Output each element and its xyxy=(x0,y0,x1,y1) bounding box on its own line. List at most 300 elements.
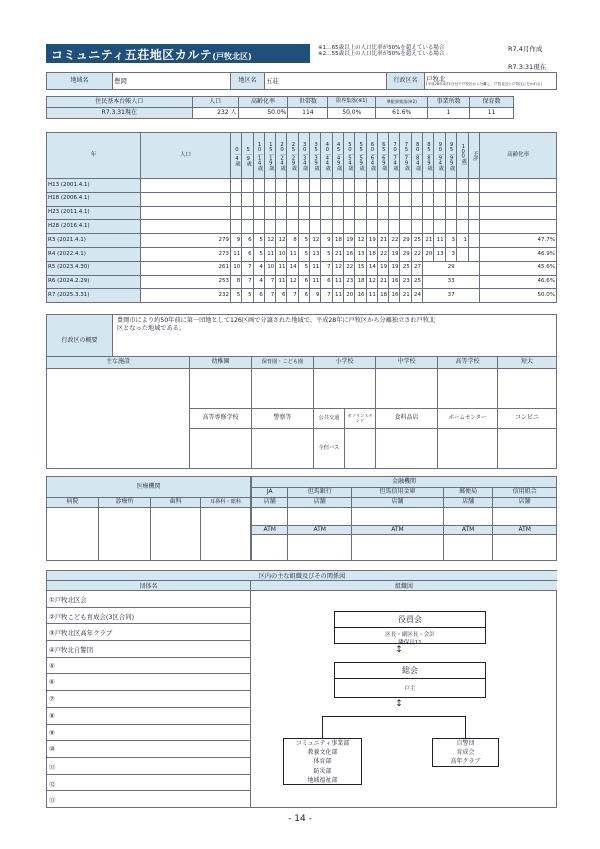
age-cell: 9 xyxy=(321,234,332,248)
age-cell xyxy=(400,206,411,220)
age-cell xyxy=(264,192,275,206)
age-cell xyxy=(423,206,434,220)
org-general-title: 総会 xyxy=(335,663,485,679)
table-row xyxy=(47,192,557,206)
org-elderly-club: 高年クラブ xyxy=(450,758,481,766)
age-cell xyxy=(377,179,388,193)
age-cell xyxy=(366,192,377,206)
age-cell xyxy=(321,206,332,220)
row-year: H28 (2016.4.1) xyxy=(47,220,141,234)
basic-population-label: 住民基本台帳人口 xyxy=(47,97,193,108)
age-cell: 10 xyxy=(264,261,275,275)
stat-header-households: 世帯数 xyxy=(288,97,328,108)
age-cell: 11 xyxy=(231,247,242,261)
group-list xyxy=(47,591,251,808)
age-cell: 6 xyxy=(298,275,309,289)
note-2: ※2…55歳以上の人口比率が50%を超えている場合 xyxy=(318,51,445,58)
list-item: ⑧ xyxy=(47,708,251,725)
branch-credit-union: 店舗 xyxy=(493,498,557,508)
age-cell xyxy=(377,192,388,206)
age-cell xyxy=(445,206,456,220)
age-cell: 16 xyxy=(343,247,354,261)
age-band-header: 25｜29歳 xyxy=(287,133,298,179)
title-sub: (戸牧北区) xyxy=(212,52,252,61)
age-cell xyxy=(411,206,422,220)
age-cell: 18 xyxy=(332,234,343,248)
age-cell xyxy=(298,179,309,193)
age-cell: 18 xyxy=(355,275,366,289)
facility-header-high-school: 高等学校 xyxy=(438,357,498,369)
age-cell xyxy=(264,206,275,220)
list-item: ⑫ xyxy=(47,775,251,792)
page-title xyxy=(46,44,310,63)
list-item: ⑤ xyxy=(47,658,251,675)
age-cell: 22 xyxy=(411,247,422,261)
stat-population: 232 人 xyxy=(192,108,238,119)
row-population: 253 xyxy=(141,275,231,289)
facility-header-gas-station: ガソリンスタンド xyxy=(345,409,376,429)
age-cell xyxy=(276,179,287,193)
admin-district-label: 行政区名 xyxy=(387,73,425,90)
age-cell: 7 xyxy=(321,261,332,275)
branch-post-office: 店舗 xyxy=(443,498,492,508)
age-cell: 16 xyxy=(389,289,400,303)
age-cell xyxy=(366,206,377,220)
age-cell xyxy=(242,192,253,206)
facility-header-police: 警察等 xyxy=(252,409,314,429)
page-number: - 14 - xyxy=(288,814,312,824)
age-cell: 21 xyxy=(377,234,388,248)
org-chart-header: 組織図 xyxy=(251,581,557,591)
age-cell: 9 xyxy=(310,289,321,303)
age-cell: 1 xyxy=(456,234,468,248)
age-cell: 11 xyxy=(332,275,343,289)
row-aging-rate: 45.6% xyxy=(480,261,557,275)
age-cell: 20 xyxy=(423,247,434,261)
age-cell: 8 xyxy=(287,234,298,248)
age-cell: 4 xyxy=(253,261,264,275)
age-cell: 19 xyxy=(377,261,388,275)
age-cell xyxy=(468,220,479,234)
stat-header-semi-limit-village: 準限界集落(※2) xyxy=(376,97,428,108)
stat-header-aging-rate: 高齢化率 xyxy=(238,97,288,108)
age-cell xyxy=(242,179,253,193)
aging-rate-header: 高齢化率 xyxy=(480,133,557,179)
atm-credit-union: ATM xyxy=(493,526,557,535)
area-name-value: 豊岡 xyxy=(113,73,231,90)
row-population xyxy=(141,220,231,234)
age-cell: 12 xyxy=(276,234,287,248)
age-cell: 19 xyxy=(389,261,400,275)
org-branch-left xyxy=(322,716,323,738)
age-cell: 14 xyxy=(366,261,377,275)
age-cell: 6 xyxy=(253,289,264,303)
stat-nursery: 11 xyxy=(470,108,514,119)
age-cell xyxy=(343,206,354,220)
age-cell: 10 xyxy=(231,261,242,275)
age-cell: 6 xyxy=(276,289,287,303)
arrow-general-branches-icon: ↕ xyxy=(395,699,403,709)
age-cell: 5 xyxy=(298,261,309,275)
org-board-detail2: 隣保長11 xyxy=(398,640,422,646)
row-year: H23 (2011.4.1) xyxy=(47,206,141,220)
age-band-header: 不詳 xyxy=(468,133,479,179)
age-band-header: 100歳｜ xyxy=(456,133,468,179)
table-row xyxy=(47,289,557,303)
branch-ja: 店舗 xyxy=(252,498,288,508)
row-year: R7 (2025.3.31) xyxy=(47,289,141,303)
age-cell xyxy=(332,220,343,234)
age-band-header: 95｜99歳 xyxy=(445,133,456,179)
age-cell: 5 xyxy=(231,289,242,303)
age-cell: 7 xyxy=(264,289,275,303)
age-cell xyxy=(298,192,309,206)
age-cell: 11 xyxy=(332,289,343,303)
age-cell xyxy=(231,206,242,220)
list-item: ⑦ xyxy=(47,691,251,708)
facility-header-kindergarten: 幼稚園 xyxy=(190,357,252,369)
age-cell xyxy=(242,220,253,234)
admin-district-note: (平成28年4月1日付で戸牧区から分離し、戸牧北区と戸牧区に分かれる) xyxy=(426,81,543,86)
atm-post-office: ATM xyxy=(443,526,492,535)
age-cell xyxy=(332,192,343,206)
stat-header-offices: 事業所数 xyxy=(428,97,470,108)
list-item: ②戸牧こども育成会(3区合同) xyxy=(47,608,251,625)
age-cell xyxy=(456,179,468,193)
row-population: 261 xyxy=(141,261,231,275)
row-population xyxy=(141,179,231,193)
list-item: ⑬ xyxy=(47,791,251,808)
org-branch-line xyxy=(322,716,465,717)
age-cell xyxy=(264,179,275,193)
age-cell xyxy=(434,206,445,220)
stat-semi-limit-village: 61.6% xyxy=(376,108,428,119)
admin-district-name: 戸牧北 xyxy=(426,74,446,83)
age-band-header: 15｜19歳 xyxy=(264,133,275,179)
age-band-header: 50｜54歳 xyxy=(343,133,354,179)
age-cell: 11 xyxy=(287,247,298,261)
age-cell xyxy=(287,206,298,220)
age-cell: 7 xyxy=(287,289,298,303)
age-band-header: 90｜94歳 xyxy=(434,133,445,179)
age-cell: 23 xyxy=(343,275,354,289)
facility-header-nursery: 保育園・こども園 xyxy=(252,357,314,369)
finance-header: 金融機関 xyxy=(252,477,557,488)
row-year: R6 (2024.2.29) xyxy=(47,275,141,289)
age-cell xyxy=(310,220,321,234)
facility-header-grocery: 食料品店 xyxy=(376,409,438,429)
age-band-header: 30｜34歳 xyxy=(298,133,309,179)
age-cell: 6 xyxy=(298,289,309,303)
age-cell xyxy=(287,220,298,234)
age-cell xyxy=(389,179,400,193)
age-cell xyxy=(366,179,377,193)
title-text: コミュニティ五荘地区カルテ xyxy=(51,48,213,62)
age-cell: 18 xyxy=(366,247,377,261)
list-item: ⑪ xyxy=(47,758,251,775)
age-cell: 21 xyxy=(423,234,434,248)
age-cell xyxy=(400,179,411,193)
facility-header-public-transport: 公共交通 xyxy=(314,409,345,429)
age-cell xyxy=(468,206,479,220)
age-cell xyxy=(445,192,456,206)
finance-table xyxy=(251,476,557,561)
age-cell: 11 xyxy=(310,275,321,289)
district-name-label: 地区名 xyxy=(231,73,265,90)
age-cell: 14 xyxy=(287,261,298,275)
age-cell: 7 xyxy=(264,275,275,289)
age-cell: 29 xyxy=(400,234,411,248)
age-band-header: 80｜84歳 xyxy=(411,133,422,179)
age-band-header: 75｜79歳 xyxy=(400,133,411,179)
table-row xyxy=(47,261,557,275)
org-disaster-dept: 防災部 xyxy=(313,767,332,775)
age-cell xyxy=(276,220,287,234)
note-1: ※1…65歳以上の人口比率が50%を超えている場合 xyxy=(318,45,445,51)
age-cell: 21 xyxy=(332,247,343,261)
list-item: ④戸牧北自警団 xyxy=(47,641,251,658)
age-cell xyxy=(231,179,242,193)
population-header: 人口 xyxy=(141,133,231,179)
age-cell xyxy=(332,206,343,220)
row-aging-rate: 46.9% xyxy=(480,247,557,261)
list-item: ⑨ xyxy=(47,725,251,742)
row-aging-rate: 50.0% xyxy=(480,289,557,303)
row-population: 279 xyxy=(141,234,231,248)
age-band-header: 5｜9歳 xyxy=(242,133,253,179)
age-cell xyxy=(310,206,321,220)
stats-table xyxy=(46,96,514,119)
org-sports-dept: 体育部 xyxy=(313,758,332,766)
facility-header-convenience: コンビニ xyxy=(498,409,557,429)
org-youth: 育成会 xyxy=(456,749,475,757)
org-board-title: 役員会 xyxy=(335,612,485,628)
row-population: 232 xyxy=(141,289,231,303)
age-cell: 3 xyxy=(445,247,456,261)
age-cell xyxy=(343,179,354,193)
age-cell xyxy=(456,192,468,206)
row-aging-rate: 46.6% xyxy=(480,275,557,289)
stat-header-limit-village: 限界集落(※1) xyxy=(328,97,376,108)
org-branch-right xyxy=(465,716,466,738)
age-cell xyxy=(445,220,456,234)
atm-ja: ATM xyxy=(252,526,288,535)
age-cell xyxy=(276,206,287,220)
row-population xyxy=(141,206,231,220)
age-cell: 13 xyxy=(355,247,366,261)
facility-header-elementary: 小学校 xyxy=(314,357,376,369)
age-band-header: 10｜14歳 xyxy=(253,133,264,179)
age-cell xyxy=(287,179,298,193)
org-left-group xyxy=(283,738,362,785)
age-band-header: 35｜39歳 xyxy=(310,133,321,179)
age-cell xyxy=(468,179,479,193)
age-cell: 12 xyxy=(310,234,321,248)
age-distribution-table xyxy=(46,132,557,303)
age-band-header: 45｜49歳 xyxy=(332,133,343,179)
facility-header-home-center: ホームセンター xyxy=(438,409,498,429)
info-table xyxy=(46,72,557,90)
age-cell: 9 xyxy=(231,234,242,248)
as-of-date: R7.3.31現在 xyxy=(508,63,547,71)
age-cell xyxy=(355,179,366,193)
age-cell xyxy=(321,192,332,206)
age-cell xyxy=(389,220,400,234)
row-aging-rate xyxy=(480,206,557,220)
age-cell: 18 xyxy=(377,289,388,303)
age-cell xyxy=(355,206,366,220)
age-cell xyxy=(321,220,332,234)
age-cell: 5 xyxy=(298,247,309,261)
org-vigilance: 自警団 xyxy=(456,740,475,747)
age-cell: 27 xyxy=(411,261,422,275)
table-row xyxy=(47,220,557,234)
atm-shinkin: ATM xyxy=(352,526,444,535)
age-cell: 29 xyxy=(400,247,411,261)
age-cell: 24 xyxy=(411,289,422,303)
age-cell xyxy=(253,192,264,206)
age-cell: 8 xyxy=(231,275,242,289)
age-cell xyxy=(343,192,354,206)
age-cell xyxy=(231,220,242,234)
age-cell xyxy=(298,206,309,220)
age-cell: 12 xyxy=(332,261,343,275)
age-cell: 5 xyxy=(253,247,264,261)
age-cell xyxy=(355,192,366,206)
org-general-detail: 戸主 xyxy=(404,686,416,692)
age-cell: 6 xyxy=(321,275,332,289)
age-cell-merged: 33 xyxy=(423,275,480,289)
org-right-group xyxy=(432,738,499,767)
age-cell: 19 xyxy=(366,234,377,248)
age-cell xyxy=(310,192,321,206)
branch-shinkin: 店舗 xyxy=(352,498,444,508)
age-cell: 25 xyxy=(411,234,422,248)
age-cell xyxy=(434,192,445,206)
area-name-label: 地域名 xyxy=(47,73,113,90)
age-cell: 5 xyxy=(298,234,309,248)
row-population xyxy=(141,192,231,206)
age-cell: 21 xyxy=(400,289,411,303)
row-year: H13 (2001.4.1) xyxy=(47,179,141,193)
stat-limit-village: 50.0% xyxy=(328,108,376,119)
facility-header-junior-college: 短大 xyxy=(498,357,557,369)
age-cell: 23 xyxy=(400,275,411,289)
age-cell: 15 xyxy=(355,261,366,275)
age-cell: 16 xyxy=(389,275,400,289)
age-cell: 25 xyxy=(411,275,422,289)
age-cell: 11 xyxy=(366,289,377,303)
age-cell: 12 xyxy=(355,234,366,248)
age-cell xyxy=(456,247,468,261)
age-cell xyxy=(411,179,422,193)
org-community-dept: コミュニティ事業部 xyxy=(295,740,350,747)
age-cell: 7 xyxy=(321,289,332,303)
finance-shinkin: 但馬信用金庫 xyxy=(352,488,444,498)
table-row xyxy=(47,206,557,220)
org-welfare-dept: 地域福祉部 xyxy=(307,776,338,784)
groups-name-header: 団体名 xyxy=(47,581,251,591)
age-cell xyxy=(264,220,275,234)
age-cell-merged: 37 xyxy=(423,289,480,303)
age-cell: 25 xyxy=(400,261,411,275)
age-band-header: 65｜69歳 xyxy=(377,133,388,179)
age-cell xyxy=(400,192,411,206)
age-cell: 5 xyxy=(242,289,253,303)
list-item: ⑥ xyxy=(47,674,251,691)
row-aging-rate: 47.7% xyxy=(480,234,557,248)
age-cell: 11 xyxy=(310,261,321,275)
age-band-header: 60｜64歳 xyxy=(366,133,377,179)
age-cell: 20 xyxy=(343,289,354,303)
age-cell xyxy=(468,192,479,206)
age-cell: 6 xyxy=(242,247,253,261)
row-year: R5 (2023.4.30) xyxy=(47,261,141,275)
age-cell: 11 xyxy=(276,275,287,289)
age-cell: 11 xyxy=(264,247,275,261)
age-cell xyxy=(411,192,422,206)
header-notes xyxy=(318,45,444,58)
row-population: 273 xyxy=(141,247,231,261)
age-cell xyxy=(377,206,388,220)
list-item: ⑩ xyxy=(47,741,251,758)
age-cell: 6 xyxy=(242,234,253,248)
facility-header-junior-high: 中学校 xyxy=(376,357,438,369)
age-cell xyxy=(231,192,242,206)
age-cell xyxy=(411,220,422,234)
age-cell xyxy=(456,206,468,220)
age-cell: 19 xyxy=(389,247,400,261)
facility-header-main: 主な施設 xyxy=(47,357,190,369)
age-cell xyxy=(355,220,366,234)
age-band-header: 85｜89歳 xyxy=(423,133,434,179)
age-cell xyxy=(332,179,343,193)
age-cell: 10 xyxy=(276,247,287,261)
finance-post-office: 郵便局 xyxy=(443,488,492,498)
age-cell: 7 xyxy=(242,261,253,275)
age-cell: 5 xyxy=(321,247,332,261)
age-cell xyxy=(423,179,434,193)
age-cell: 4 xyxy=(253,275,264,289)
age-cell xyxy=(253,206,264,220)
admin-district-cell xyxy=(425,73,557,90)
age-cell xyxy=(400,220,411,234)
stats-date: R7.3.31現在 xyxy=(47,108,193,119)
age-cell xyxy=(253,220,264,234)
facility-main-cell xyxy=(47,369,190,469)
row-year: R3 (2021.4.1) xyxy=(47,234,141,248)
age-cell: 22 xyxy=(389,234,400,248)
row-aging-rate xyxy=(480,179,557,193)
age-cell: 21 xyxy=(377,275,388,289)
age-band-header: 20｜24歳 xyxy=(276,133,287,179)
age-band-header: 70｜74歳 xyxy=(389,133,400,179)
row-aging-rate xyxy=(480,192,557,206)
age-cell xyxy=(287,192,298,206)
stat-header-nursery: 保育数 xyxy=(470,97,514,108)
age-cell xyxy=(423,220,434,234)
age-cell xyxy=(468,247,479,261)
age-cell xyxy=(276,192,287,206)
age-cell: 19 xyxy=(343,234,354,248)
finance-ja: JA xyxy=(252,488,288,498)
facilities-table xyxy=(46,356,557,469)
age-cell xyxy=(468,234,479,248)
public-transport-bus: 全但バス xyxy=(314,429,345,469)
age-cell: 5 xyxy=(253,234,264,248)
age-cell: 13 xyxy=(434,247,445,261)
age-cell: 22 xyxy=(343,261,354,275)
